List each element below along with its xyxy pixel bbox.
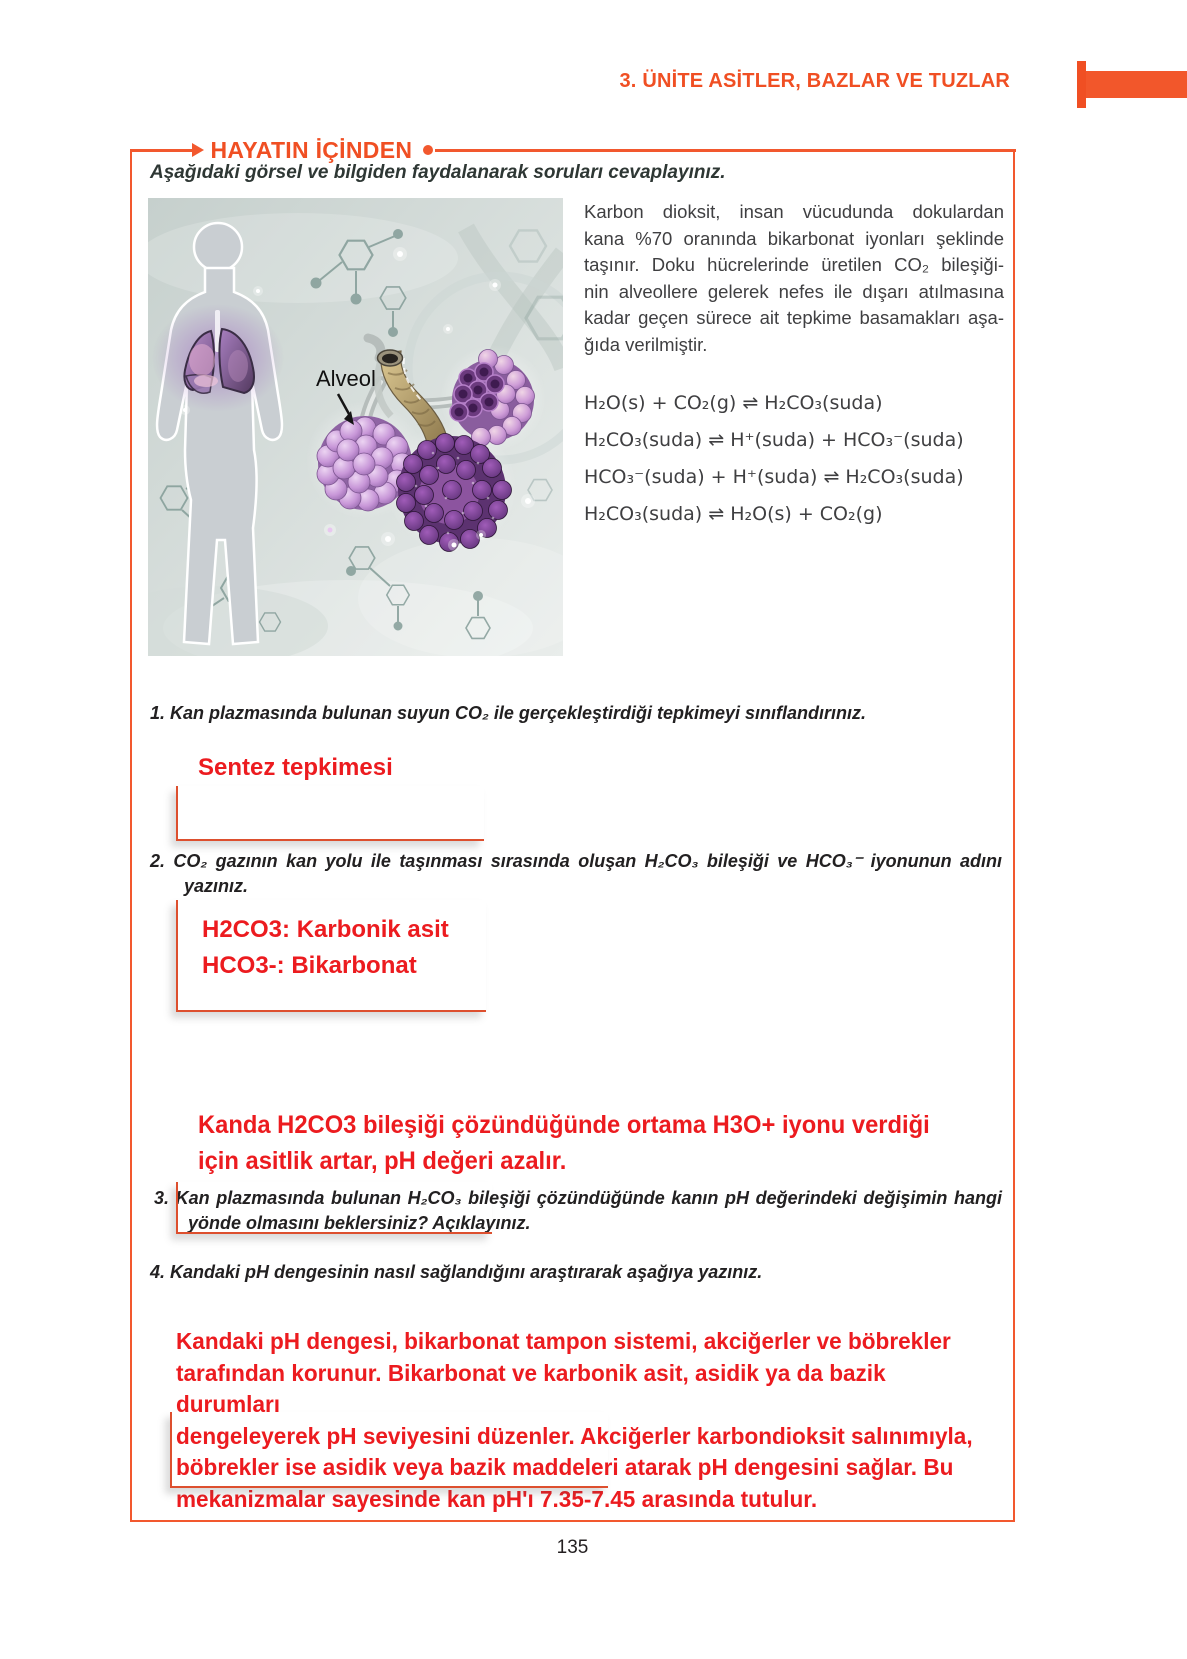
paragraph-line: nin alveollere gelerek nefes ile dışarı atılmasına bbox=[584, 280, 1004, 302]
paragraph-line: kadar geçen sürece ait tepkime basamakları aşa- bbox=[584, 307, 1004, 329]
section-title: HAYATIN İÇİNDEN bbox=[210, 136, 413, 163]
header-tab-bar bbox=[1077, 61, 1086, 108]
answer-4-line: dengeleyerek pH seviyesini düzenler. Akciğerler karbondioksit salınımıyla, bbox=[176, 1422, 973, 1449]
question-2: 2. CO₂ gazının kan yolu ile taşınması sırasında oluşan H₂CO₃ bileşiği ve HCO₃⁻ iyonunun adını yazınız. bbox=[150, 851, 1002, 896]
answer-4-line: böbrekler ise asidik veya bazik maddeleri atarak pH dengesini sağlar. Bu bbox=[176, 1454, 954, 1480]
answer-1: Sentez tepkimesi bbox=[198, 754, 393, 781]
question-1: 1. Kan plazmasında bulunan suyun CO₂ ile gerçekleştirdiği tepkimeyi sınıflandırınız. bbox=[150, 703, 867, 723]
answer-line-4 bbox=[170, 1412, 608, 1488]
equation: H₂O(s) + CO₂(g) ⇌ H₂CO₃(suda) bbox=[584, 391, 883, 414]
frame-top-rule bbox=[130, 136, 1016, 164]
equation: H₂CO₃(suda) ⇌ H₂O(s) + CO₂(g) bbox=[584, 502, 883, 525]
answer-line-2 bbox=[176, 900, 486, 1012]
answer-2-line: HCO3-: Bikarbonat bbox=[202, 952, 417, 979]
equation: H₂CO₃(suda) ⇌ H⁺(suda) + HCO₃⁻(suda) bbox=[584, 428, 964, 451]
answer-line-1 bbox=[176, 786, 484, 841]
question-4: 4. Kandaki pH dengesinin nasıl sağlandığını araştırarak aşağıya yazınız. bbox=[150, 1262, 763, 1282]
alveoli-illustration bbox=[148, 198, 563, 656]
reaction-equations bbox=[584, 392, 1004, 540]
rule-segment-right bbox=[435, 149, 1015, 152]
answer-2-line: H2CO3: Karbonik asit bbox=[202, 916, 449, 943]
answer-line-3 bbox=[176, 1182, 492, 1234]
equation: HCO₃⁻(suda) + H⁺(suda) ⇌ H₂CO₃(suda) bbox=[584, 465, 964, 488]
info-paragraph bbox=[584, 199, 1004, 359]
bullet-dot-icon bbox=[423, 145, 433, 155]
unit-header-title: 3. ÜNİTE ASİTLER, BAZLAR VE TUZLAR bbox=[619, 70, 1010, 92]
lungs bbox=[152, 304, 284, 412]
paragraph-line: kana %70 oranında bikarbonat iyonları şeklinde bbox=[584, 227, 1004, 249]
content-frame bbox=[130, 136, 1015, 1522]
page-number: 135 bbox=[556, 1537, 589, 1558]
answer-4-line: Kandaki pH dengesi, bikarbonat tampon sistemi, akciğerler ve böbrekler bbox=[176, 1328, 951, 1354]
rule-segment-left bbox=[130, 149, 192, 152]
info-column bbox=[584, 199, 1004, 540]
alveoli-figure bbox=[148, 198, 563, 656]
answer-3-line: Kanda H2CO3 bileşiği çözündüğünde ortama H3O+ iyonu verdiği bbox=[198, 1111, 930, 1139]
answer-4-line: tarafından korunur. Bikarbonat ve karbonik asit, asidik ya da bazik durumları bbox=[176, 1359, 886, 1417]
header-tab-block bbox=[1086, 71, 1187, 98]
alveol-label-text: Alveol bbox=[316, 366, 376, 391]
section-instruction: Aşağıdaki görsel ve bilgiden faydalanarak soruları cevaplayınız. bbox=[150, 162, 726, 183]
paragraph-line: Karbon dioksit, insan vücudunda dokulardan bbox=[584, 201, 1004, 222]
arrow-right-icon bbox=[192, 143, 204, 157]
paragraph-line: taşınır. Doku hücrelerinde üretilen CO₂ bileşiği- bbox=[584, 254, 1004, 276]
answer-3 bbox=[198, 1107, 930, 1179]
answer-3-line: için asitlik artar, pH değeri azalır. bbox=[198, 1147, 567, 1175]
question-3: 3. Kan plazmasında bulunan H₂CO₃ bileşiği çözündüğünde kanın pH değerindeki değişimin hangi yönde olmasını beklersiniz? Açıklayınız. bbox=[154, 1188, 1002, 1233]
answer-4-line: mekanizmalar sayesinde kan pH'ı 7.35-7.45 arasında tutulur. bbox=[176, 1485, 818, 1512]
paragraph-line: ğıda verilmiştir. bbox=[584, 333, 708, 355]
